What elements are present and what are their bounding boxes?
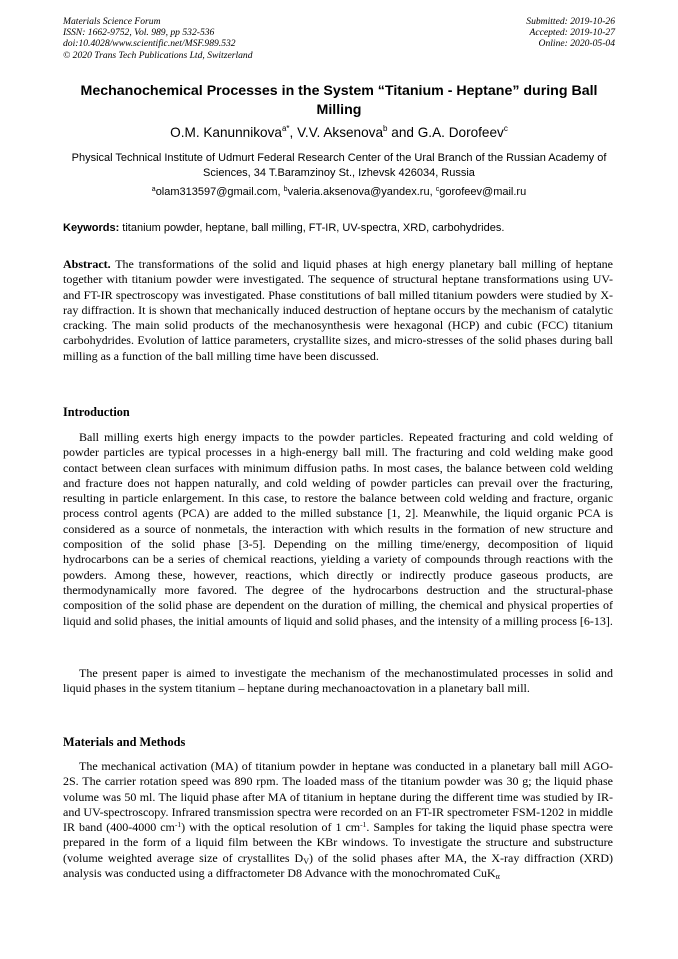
keywords-label: Keywords: [63,222,120,234]
author-separator: and [387,125,418,140]
author-name: O.M. Kanunnikova [170,125,282,140]
issn-volume: ISSN: 1662-9752, Vol. 989, pp 532-536 [63,27,215,39]
unit-exponent: -1 [174,820,182,830]
author-name: G.A. Dorofeev [417,125,504,140]
email-separator: , [429,186,436,198]
unit-exponent: -1 [360,820,367,830]
methods-paragraph [63,759,613,881]
methods-text: ) with the optical resolution of 1 cm [181,820,361,835]
accepted-date: Accepted: 2019-10-27 [529,27,615,39]
journal-name: Materials Science Forum [63,16,161,27]
introduction-paragraph-2: The present paper is aimed to investigate the mechanism of the mechanostimulated processes in solid and liquid phases in the system titanium – heptane during mechanoactovation in a planetary ball mill. [63,666,613,696]
author-affil-mark: b [383,124,388,133]
submitted-date: Submitted: 2019-10-26 [526,16,615,27]
author-separator: , [289,125,298,140]
email-separator: , [277,186,284,198]
paper-title: Mechanochemical Processes in the System “Titanium - Heptane” during Ball Milling [80,83,598,118]
affiliation: Physical Technical Institute of Udmurt Federal Research Center of the Ural Branch of the Russian Academy of Sciences, 34 T.Baramzinoy St., Izhevsk 426034, Russia [71,152,607,179]
subscript: α [495,872,500,882]
author-affil-mark: c [503,124,508,133]
abstract-label: Abstract. [63,257,111,271]
email-mark: b [283,186,288,193]
introduction-paragraph-1: Ball milling exerts high energy impacts to the powder particles. Repeated fracturing and cold welding of powder particles are typical processes in a high-energy ball mill. The fracturing and cold welding make good contact between clean surfaces with minimum diffusion paths. In most cases, the balance between cold welding and fracture does not happen naturally, and cold welding of powder particles can prevail over the fracturing, resulting in particle enlargement. In this case, to restore the balance between cold welding and fracture, organic process control agents (PCA) are added to the milled substance [1, 2]. Meanwhile, the liquid organic PCA is considered as a source of nonmetals, the interaction with which results in the formation of new structure and composition of the solid phase [3-5]. Depending on the milling time/energy, decomposition of liquid hydrocarbons can be a series of chemical reactions, yielding a variety of compounds through reactions with the powders. Among these, however, reactions, which directly or indirectly produce gaseous products, are thermodynamically more favored. The degree of the hydrocarbons destruction and the structural-phase composition of the solid phase are dependent on the duration of milling, the chemical and physical properties of liquid and solid phases, the initial amounts of liquid and solid phases, and the intensity of a milling process [6-13]. [63,430,613,628]
online-date: Online: 2020-05-04 [538,38,615,50]
email-mark: a [151,186,156,193]
doi: doi:10.4028/www.scientific.net/MSF.989.532 [63,38,236,50]
email-mark: c [435,186,440,193]
subscript: V [303,856,309,866]
methods-text: . Samples for taking the liquid phase spectra were prepared in the form of a liquid film between the KBr windows. To investigate the structure and substructure (volume weighted average size of crystallites D [63,820,613,865]
introduction-heading: Introduction [63,405,130,419]
author-name: V.V. Aksenova [297,125,384,140]
journal-info [63,16,253,61]
keywords-text: titanium powder, heptane, ball milling, FT-IR, UV-spectra, XRD, carbohydrides. [119,222,505,234]
copyright: © 2020 Trans Tech Publications Ltd, Switzerland [63,49,253,61]
methods-heading: Materials and Methods [63,735,186,749]
email-address[interactable]: valeria.aksenova@yandex.ru [287,186,430,198]
author-affil-mark: a* [281,124,290,133]
methods-text: ) of the solid phases after MA, the X-ray diffraction (XRD) analysis was conducted using a diffractometer D8 Advance with the monochromated CuK [63,850,613,881]
keywords [63,221,623,235]
publication-dates [526,16,615,50]
abstract-text: The transformations of the solid and liquid phases at high energy planetary ball milling of heptane together with titanium powder were investigated. The sequence of structural heptane transformations using UV- and FT-IR spectroscopy was investigated. Phase constitutions of ball milled titanium powders were studied by X-ray diffraction. It is shown that mechanically induced destruction of heptane occurs by the mechanism of catalytic cracking. The main solid products of the mechanosynthesis were hexagonal (HCP) and cubic (FCC) titanium carbohydrides. Evolution of lattice parameters, crystallite sizes, and micro-stresses of the solid phases during ball milling as a function of the ball milling time have been discussed. [63,257,613,363]
email-list [40,185,638,199]
abstract [63,257,613,364]
email-address[interactable]: gorofeev@mail.ru [439,186,527,198]
email-address[interactable]: olam313597@gmail.com [155,186,278,198]
author-list [40,124,638,142]
methods-text: The mechanical activation (MA) of titanium powder in heptane was conducted in a planetary ball mill AGO-2S. The carrier rotation speed was 890 rpm. The loaded mass of the titanium powder was 30 g; the liquid phase volume was 50 ml. The liquid phase after MA of titanium in heptane during the different time was studied by IR- and UV-spectroscopy. Infrared transmission spectra were recorded on an FT-IR spectrometer FSM-1202 in middle IR band (400-4000 cm [63,759,613,835]
